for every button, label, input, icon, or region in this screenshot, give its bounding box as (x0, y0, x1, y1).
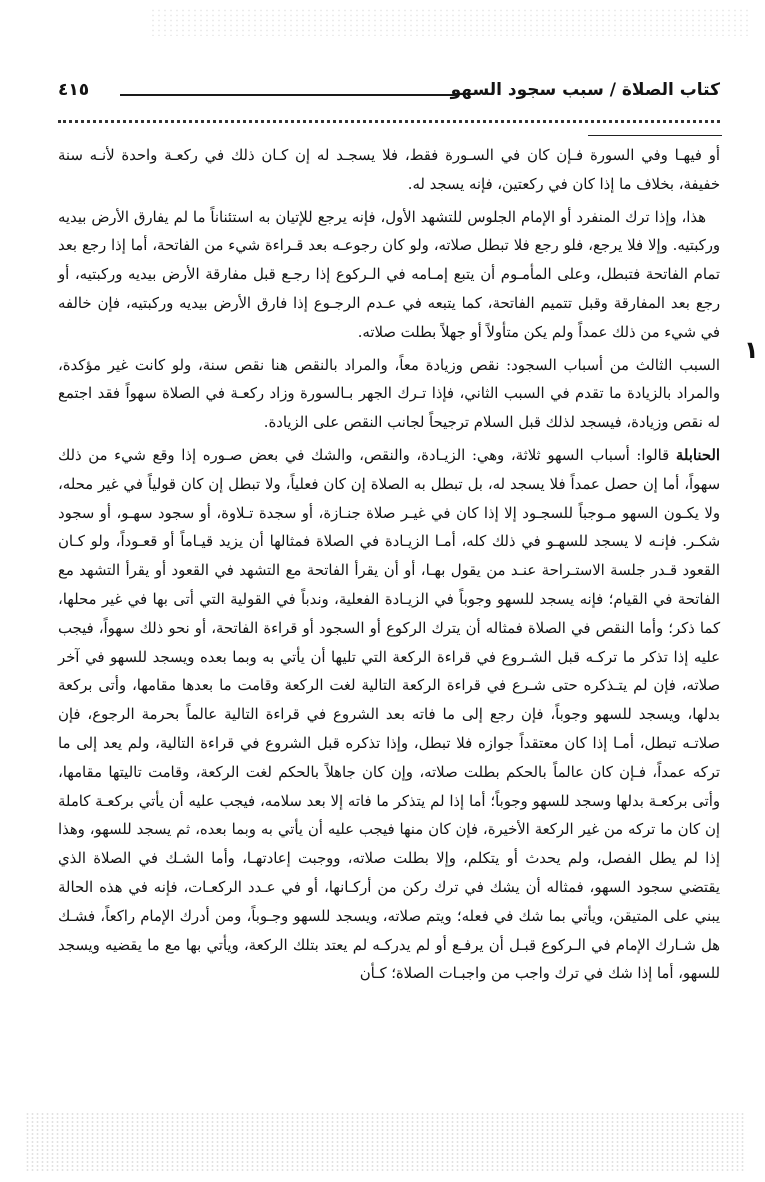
paragraph-4 (58, 442, 720, 989)
header-rule (120, 94, 458, 96)
running-title: كتاب الصلاة / سبب سجود السهو (450, 80, 720, 100)
paragraph-1: أو فيهـا وفي السورة فـإن كان في السـورة فقط، فلا يسجـد له إن كـان ذلك في ركعـة واحدة لأنـه سنة خفيفة، بخلاف ما إذا كان في ركعتين، فإنه يسجد له. (58, 147, 720, 193)
school-name-hanbali: الحنابلة (675, 446, 720, 464)
page-number: ٤١٥ (58, 80, 90, 100)
paragraph-4-text: قالوا: أسباب السهو ثلاثة، وهي: الزيـادة، والنقص، والشك في بعض صـوره إذا وقع شيء من ذلك سهواً، أما إن حصل عمداً فلا يسجد له، بل تبطل به الصلاة إن كان فعلياً، ولا تبطل إن كان قولياً في غير محله، ولا يكـون السهو مـوجباً للسجـود إلا إذا كان في غيـر صلاة جنـازة، أو سجدة تـلاوة، أو سجود سهـو، أو سجود شكـر. فإنـه لا يسجد للسهـو في ذلك كله، أمـا الزيـادة في الصلاة فمثالها أن يزيد قيـاماً أو قعـوداً، ولو كـان القعود قـدر جلسة الاستـراحة عنـد من يقول بهـا، أو أن يقرأ الفاتحة مع التشهد في القعود أو يقرأ التشهد مع الفاتحة في القيام؛ فإنه يسجد للسهو وجوباً في الزيـادة الفعلية، وندباً في القولية التي أتى بها في غير محلها، كما ذكر؛ وأما النقص في الصلاة فمثاله أن يترك الركوع أو السجود أو قراءة الفاتحة، أو نحو ذلك سهواً، فيجب عليه إذا تذكر ما تركـه قبل الشـروع في قراءة الركعة التي تليها أن يأتي به وبما بعده ويسجد للسهو في آخر صلاته، فإن لم يتـذكره حتى شـرع في قراءة الركعة التالية لغت الركعة وقامت ما بعدها مقامها، وأتى بركعة بدلها، ويسجد للسهو وجوباً، فإن رجع إلى ما فاته بعد الشروع في قراءة التالية عالماً بحرمة الرجوع، فإن صلاتـه تبطل، أمـا إذا كان معتقداً جوازه فلا تبطل، وإذا تذكره قبل الشروع في قراءة التالية، ولم يعد إلى ما تركه عمداً، فـإن كان عالماً بالحكم بطلت صلاته، وإن كان جاهلاً بالحكم لغت الركعة، وقامت تاليتها مقامها، وأتى بركعـة بدلها وسجد للسهو وجوباً؛ أما إذا لم يتذكر ما فاته إلا بعد سلامه، فيجب عليه أن يأتي بركعـة كاملة إن كان ما تركه من غير الركعة الأخيرة، فإن كان منها فيجب عليه أن يأتي به وبما بعده، ثم يسجد للسهو، وهذا إذا لم يطل الفصل، ولم يحدث أو يتكلم، وإلا بطلت صلاته، ووجبت إعادتهـا، وأما الشـك في الصلاة الذي يقتضي سجود السهو، فمثاله أن يشك في ترك ركن من أركـانها، أو في عـدد الركعـات، فإنه في هذه الحالة يبني على المتيقن، ويأتي بما شك في فعله؛ ويتم صلاته، ويسجد للسهو وجـوباً، ومن أدرك الإمام راكعاً، فشـك هل شـارك الإمام في الـركوع قبـل أن يرفـع أو لم يدركـه لم يعتد بتلك الركعة، ويأتي بها مع ما يقضيه ويسجد للسهو، أما إذا شك في ترك واجب من واجبـات الصلاة؛ كـأن (58, 446, 720, 983)
dotted-divider (58, 120, 720, 123)
footnote-body (58, 142, 720, 993)
margin-marker: ١ (744, 336, 759, 364)
paragraph-2: هذا، وإذا ترك المنفرد أو الإمام الجلوس للتشهد الأول، فإنه يرجع للإتيان به استئناناً ما لم يفارق الأرض بيديه وركبتيه. وإلا فلا يرجع، فلو رجع فلا تبطل صلاته، ولو كان رجوعـه بعد قـراءة شيء من الفاتحة، أما إذا رجع بعد تمام الفاتحة فتبطل، وعلى المأمـوم أن يتبع إمـامه في الـركوع إذا رجـع قبل مفارقة الأرض بيديه وركبتيه، أو رجع بعد المفارقة وقبل تتميم الفاتحة، كما يتبعه في عـدم الرجـوع إذا فارق الأرض بيديه وركبتيه، فإن خالفه في شيء من ذلك عمداً ولم يكن متأولاً أو جهلاً بطلت صلاته. (58, 208, 720, 341)
page-header (58, 78, 720, 114)
footnote-rule (588, 135, 722, 136)
paragraph-3: السبب الثالث من أسباب السجود: نقص وزيادة معاً، والمراد بالنقص هنا نقص سنة، ولو كانت غير مؤكدة، والمراد بالزيادة ما تقدم في السبب الثاني، فإذا تـرك الجهر بـالسورة وزاد ركعـة في الصلاة سهواً فقد اجتمع له نقص وزيادة، فيسجد لذلك قبل السلام ترجيحاً لجانب النقص على الزيادة. (58, 356, 720, 432)
scan-noise-bottom (25, 1112, 745, 1172)
scan-noise-top (150, 8, 750, 36)
